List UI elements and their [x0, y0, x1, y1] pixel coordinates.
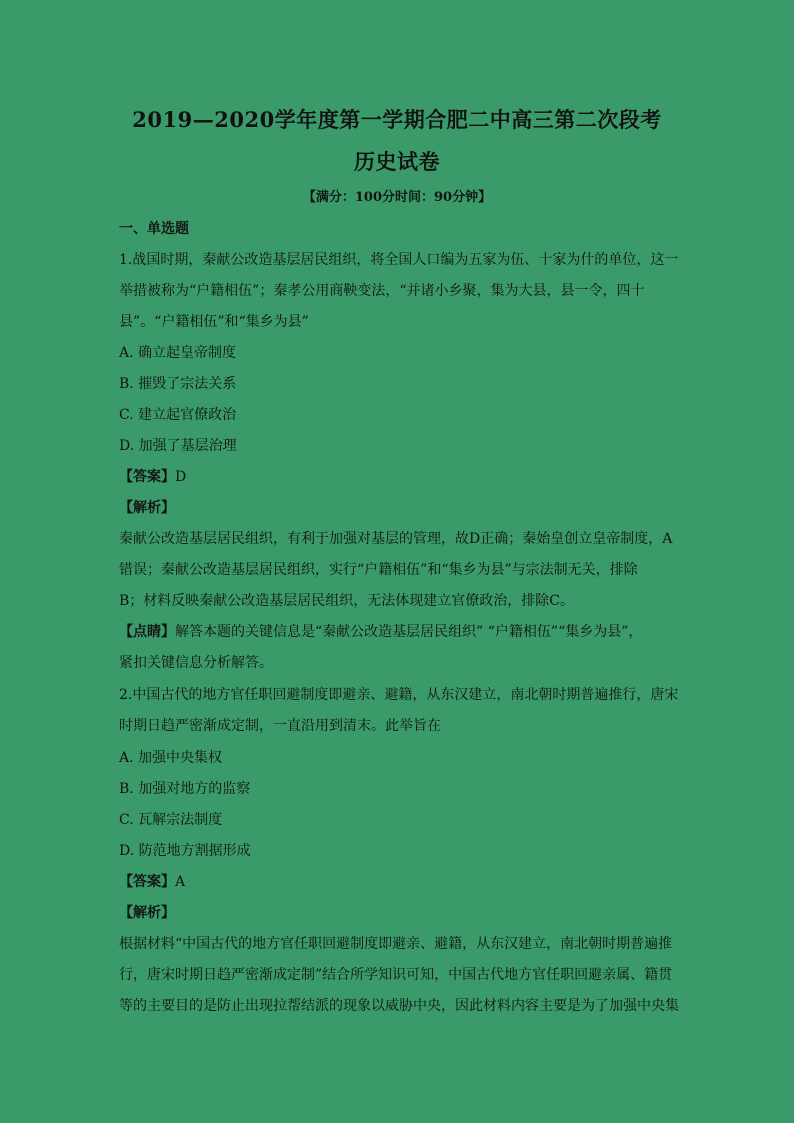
answer-value: A [175, 874, 186, 890]
q1-stem-line: 县”。“户籍相伍”和“集乡为县” [119, 314, 309, 330]
q2-option-d: D. 防范地方割据形成 [119, 843, 251, 859]
q1-analysis-line: 秦献公改造基层居民组织，有利于加强对基层的管理，故D正确；秦始皇创立皇帝制度，A [119, 531, 673, 547]
q1-analysis-line: B；材料反映秦献公改造基层居民组织，无法体现建立官僚政治，排除C。 [119, 593, 574, 609]
answer-label: 【答案】 [119, 874, 175, 890]
q2-analysis-line: 行，唐宋时期日趋严密渐成定制”结合所学知识可知，中国古代地方官任职回避亲属、籍贯 [119, 967, 673, 983]
q1-option-a: A. 确立起皇帝制度 [119, 345, 237, 361]
section-heading: 一、单选题 [119, 221, 189, 237]
answer-label: 【答案】 [119, 469, 175, 485]
q2-stem-line: 2.中国古代的地方官任职回避制度即避亲、避籍，从东汉建立，南北朝时期普遍推行，唐宋 [119, 687, 679, 703]
tip-text: 解答本题的关键信息是“秦献公改造基层居民组织” “户籍相伍”“集乡为县”， [175, 624, 643, 640]
tip-label: 【点睛】 [119, 624, 175, 640]
exam-meta: 【满分：100分时间：90分钟】 [302, 190, 492, 205]
exam-title: 2019—2020学年度第一学期合肥二中高三第二次段考 [132, 107, 662, 132]
q1-option-c: C. 建立起官僚政治 [119, 407, 237, 423]
q2-analysis-line: 根据材料“中国古代的地方官任职回避制度即避亲、避籍，从东汉建立，南北朝时期普遍推 [119, 936, 673, 952]
subject-title: 历史试卷 [354, 149, 440, 174]
q1-option-b: B. 摧毁了宗法关系 [119, 376, 237, 392]
q1-stem-line: 1.战国时期，秦献公改造基层居民组织，将全国人口编为五家为伍、十家为什的单位，这一 [119, 252, 679, 268]
q1-tip [119, 623, 679, 641]
q1-analysis-label: 【解析】 [119, 500, 175, 516]
q2-option-c: C. 瓦解宗法制度 [119, 812, 223, 828]
q1-option-d: D. 加强了基层治理 [119, 438, 237, 454]
q1-stem-line: 举措被称为“户籍相伍”；秦孝公用商鞅变法，“并诸小乡聚，集为大县，县一令，四十 [119, 283, 645, 299]
answer-value: D [175, 469, 187, 485]
q1-tip-line: 紧扣关键信息分析解答。 [119, 655, 273, 671]
q2-answer [119, 873, 679, 891]
q2-option-a: A. 加强中央集权 [119, 750, 223, 766]
q2-option-b: B. 加强对地方的监察 [119, 781, 251, 797]
q2-analysis-line: 等的主要目的是防止出现拉帮结派的现象以威胁中央，因此材料内容主要是为了加强中央集 [119, 998, 679, 1014]
q2-analysis-label: 【解析】 [119, 905, 175, 921]
q1-answer [119, 468, 679, 486]
q2-stem-line: 时期日趋严密渐成定制，一直沿用到清末。此举旨在 [119, 718, 441, 734]
q1-analysis-line: 错误；秦献公改造基层居民组织，实行“户籍相伍”和“集乡为县”与宗法制无关，排除 [119, 562, 638, 578]
